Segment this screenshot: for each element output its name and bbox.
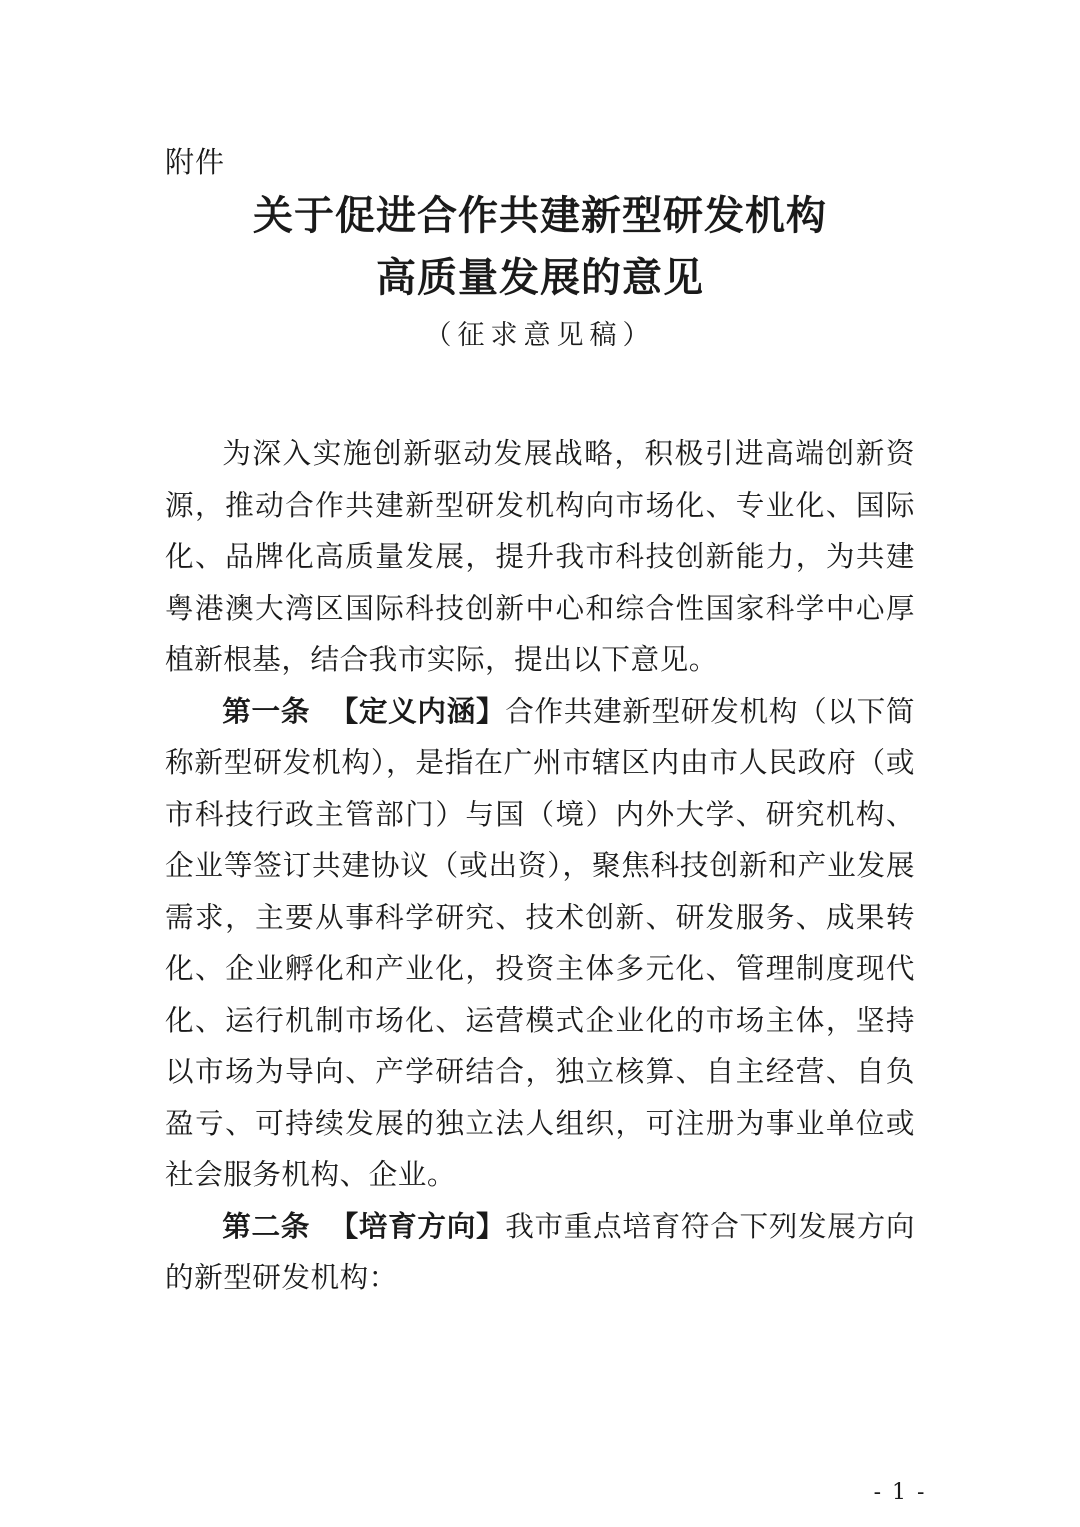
document-title-line-2: 高质量发展的意见	[376, 254, 704, 301]
article-1-tag: 【定义内涵】	[329, 693, 506, 728]
intro-paragraph	[165, 428, 915, 686]
article-1-text: 合作共建新型研发机构（以下简称新型研发机构），是指在广州市辖区内由市人民政府（或市科技行政主管部门）与国（境）内外大学、研究机构、企业等签订共建协议（或出资），聚焦科技创新和产业发展需求，主要从事科学研究、技术创新、研发服务、成果转化、企业孵化和产业化，投资主体多元化、管理制度现代化、运行机制市场化、运营模式企业化的市场主体，坚持以市场为导向、产学研结合，独立核算、自主经营、自负盈亏、可持续发展的独立法人组织，可注册为事业单位或社会服务机构、企业。	[165, 693, 915, 1191]
document-title-line-1: 关于促进合作共建新型研发机构	[253, 192, 827, 239]
article-1-number: 第一条	[222, 693, 311, 728]
article-1-paragraph	[165, 686, 915, 1201]
attachment-label: 附件	[165, 145, 226, 179]
document-body	[165, 428, 915, 1304]
article-2-tag: 【培育方向】	[329, 1208, 506, 1243]
document-subtitle: （征求意见稿）	[424, 320, 656, 351]
article-2-paragraph	[165, 1201, 915, 1304]
page-number: - 1 -	[873, 1480, 927, 1505]
article-2-text: 我市重点培育符合下列发展方向的新型研发机构：	[165, 1208, 915, 1294]
intro-text: 为深入实施创新驱动发展战略，积极引进高端创新资源，推动合作共建新型研发机构向市场化、专业化、国际化、品牌化高质量发展，提升我市科技创新能力，为共建粤港澳大湾区国际科技创新中心和综合性国家科学中心厚植新根基，结合我市实际，提出以下意见。	[165, 436, 915, 676]
article-2-number: 第二条	[222, 1208, 311, 1243]
